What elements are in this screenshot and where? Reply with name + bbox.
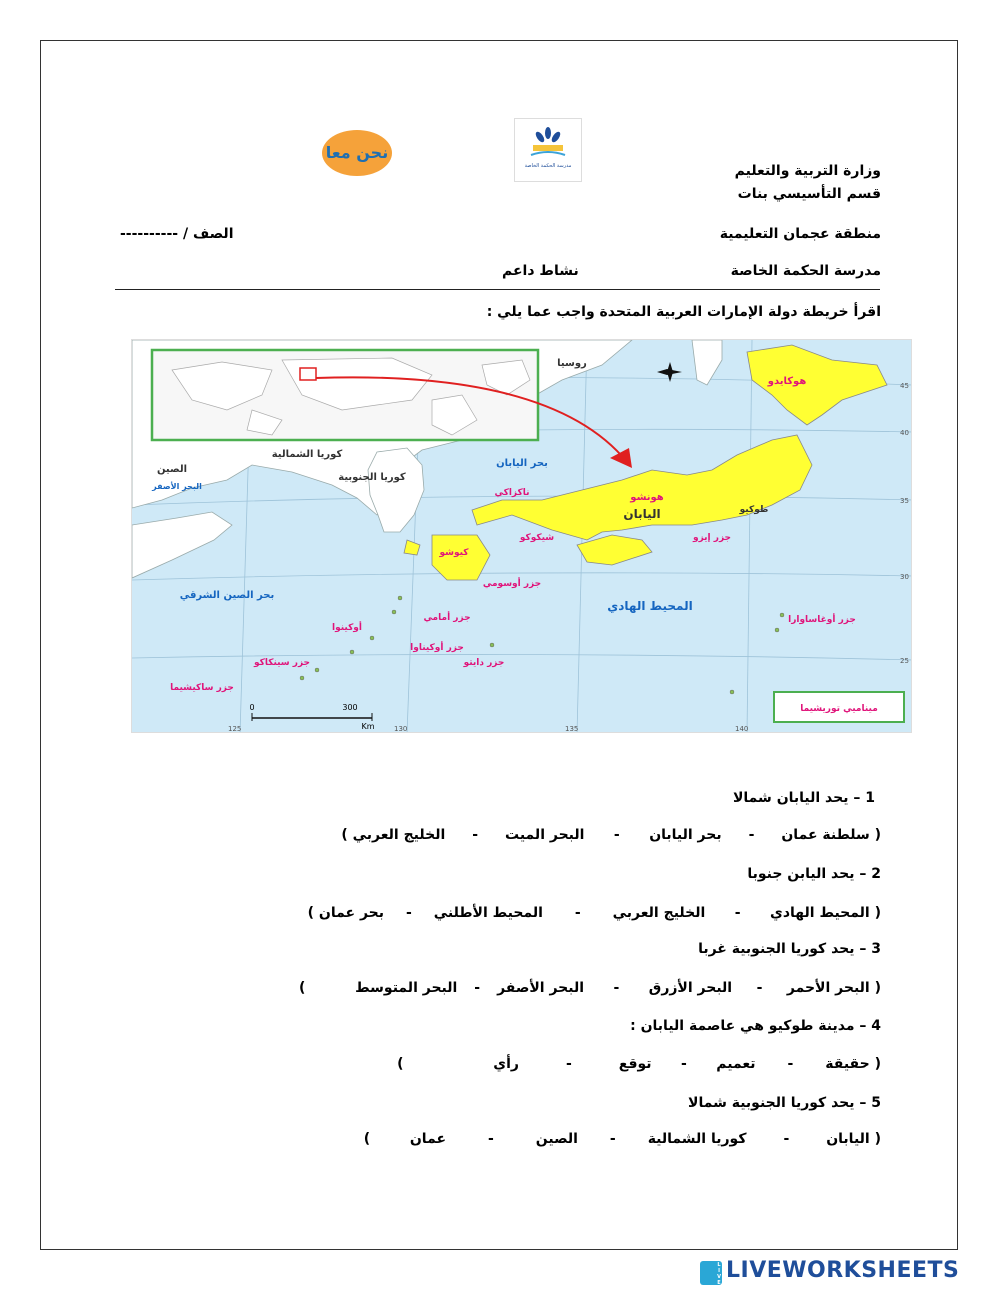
q5-option-3[interactable]: الصين (535, 1131, 578, 1147)
q2-option-4[interactable]: بحر عمان (318, 905, 385, 921)
label-osumi: جزر أوسومي (482, 579, 542, 589)
label-nagasaki: ناكزاكي (494, 488, 530, 498)
lat-35: 35 (900, 497, 909, 505)
question-4: 4 – مدينة طوكيو هي عاصمة اليابان : (630, 1018, 881, 1034)
label-honshu: هونشو (630, 492, 664, 503)
q3-option-1[interactable]: البحر الأحمر (786, 980, 870, 996)
q3-option-3[interactable]: البحر الأصفر (497, 980, 585, 996)
lon-140: 140 (735, 725, 749, 733)
lon-130: 130 (394, 725, 408, 733)
q4-option-2[interactable]: تعميم (716, 1056, 756, 1072)
instruction-text: اقرأ خريطة دولة الإمارات العربية المتحدة واجب عما يلي : (486, 304, 881, 320)
q1-option-1[interactable]: سلطنة عمان (781, 827, 870, 843)
school-logo-caption: مدرسة الحكمة الخاصة (524, 163, 572, 169)
question-5: 5 – يحد كوريا الجنوبية شمالا (688, 1095, 881, 1111)
label-east-china-sea: بحر الصين الشرقي (179, 590, 275, 601)
label-yellow-sea: البحر الأصفر (152, 482, 202, 491)
label-tokyo: طوكيو (739, 505, 769, 515)
school-logo (514, 118, 582, 182)
label-minami-torishima: ميناميي توريشيما (800, 704, 878, 714)
label-japan: اليابان (623, 507, 661, 521)
q2-option-2[interactable]: الخليج العربي (612, 905, 706, 921)
q4-option-3[interactable]: توقع (618, 1056, 652, 1072)
lat-45: 45 (900, 382, 909, 390)
q1-option-2[interactable]: بحر اليابان (649, 827, 722, 843)
nahnu-logo (320, 128, 394, 178)
label-hokkaido: هوكايدو (767, 376, 807, 387)
label-sakishima: جزر ساكيشيما (170, 683, 234, 693)
brand-wordmark: LIVEWORKSHEETS (726, 1258, 960, 1283)
q5-option-2[interactable]: كوريا الشمالية (647, 1131, 747, 1147)
q5-option-4[interactable]: عمان (409, 1131, 447, 1147)
label-kyushu: كيوشو (439, 548, 469, 558)
label-ogasawara: جزر أوغاساوارا (788, 615, 856, 625)
label-izu: جزر إيزو (692, 533, 732, 543)
lat-40: 40 (900, 429, 909, 437)
lat-25: 25 (900, 657, 909, 665)
q1-open-paren: ( (869, 827, 881, 843)
lon-135: 135 (565, 725, 579, 733)
q2-option-1[interactable]: المحيط الهادي (770, 905, 870, 921)
label-okinawa-islands: جزر أوكيناوا (410, 643, 464, 653)
activity-title: نشاط داعم (502, 263, 579, 279)
brand-badge-icon: LIVE (700, 1261, 722, 1285)
label-amami: جزر أمامي (423, 613, 471, 623)
lon-125: 125 (228, 725, 242, 733)
question-2-options: ( المحيط الهادي - الخليج العربي - المحيط الأطلني - بحر عمان ) (307, 905, 881, 921)
question-2: 2 – يحد اليابن جنوبا (747, 866, 881, 882)
label-shikoku: شيكوكو (519, 533, 555, 543)
label-china: الصين (156, 464, 188, 475)
question-5-options: ( اليابان - كوريا الشمالية - الصين - عمان ) (363, 1131, 881, 1147)
q1-option-4[interactable]: الخليج العربي (352, 827, 446, 843)
region-title: منطقة عجمان التعليمية (719, 226, 881, 242)
label-okinawa: أوكينوا (332, 623, 362, 633)
lat-30: 30 (900, 573, 909, 581)
q1-close-paren: ) (341, 827, 348, 843)
label-russia: روسيا (557, 358, 587, 369)
world-inset (152, 350, 538, 440)
q3-option-4[interactable]: البحر المتوسط (355, 980, 458, 996)
school-name: مدرسة الحكمة الخاصة (730, 263, 881, 279)
liveworksheets-brand[interactable] (700, 1258, 995, 1288)
label-south-korea: كوريا الجنوبية (338, 472, 406, 483)
grade-label: الصف / ---------- (120, 226, 234, 242)
japan-map (131, 339, 912, 733)
scale-unit: Km (361, 722, 375, 731)
question-4-options: ( حقيقة - تعميم - توقع - رأي ) (397, 1056, 881, 1072)
q5-option-1[interactable]: اليابان (826, 1131, 870, 1147)
q4-option-1[interactable]: حقيقة (825, 1056, 870, 1072)
scale-300: 300 (342, 703, 358, 712)
label-north-korea: كوريا الشمالية (271, 449, 343, 460)
q4-option-4[interactable]: رأي (493, 1056, 519, 1072)
question-1: 1 – يحد اليابان شمالا (732, 790, 875, 806)
ministry-title: وزارة التربية والتعليم (734, 163, 881, 179)
header-divider (115, 289, 880, 290)
question-1-options: ( سلطنة عمان - بحر اليابان - البحر الميت - الخليج العربي ) (341, 827, 881, 843)
question-3: 3 – يحد كوريا الجنوبية غربا (698, 941, 881, 957)
scale-0: 0 (249, 703, 255, 712)
department-title: قسم التأسيسي بنات (737, 186, 881, 202)
label-sea-of-japan: بحر اليابان (496, 458, 548, 469)
label-pacific: المحيط الهادي (607, 599, 693, 613)
label-daito: جزر دايتو (463, 658, 505, 668)
question-3-options: ( البحر الأحمر - البحر الأزرق - البحر الأصفر - البحر المتوسط ) (299, 980, 881, 996)
q3-option-2[interactable]: البحر الأزرق (648, 980, 733, 996)
q2-option-3[interactable]: المحيط الأطلني (433, 905, 543, 921)
q1-option-3[interactable]: البحر الميت (505, 827, 585, 843)
label-senkaku: جزر سينكاكو (253, 658, 311, 668)
nahnu-logo-text: نحن معا (325, 143, 389, 162)
